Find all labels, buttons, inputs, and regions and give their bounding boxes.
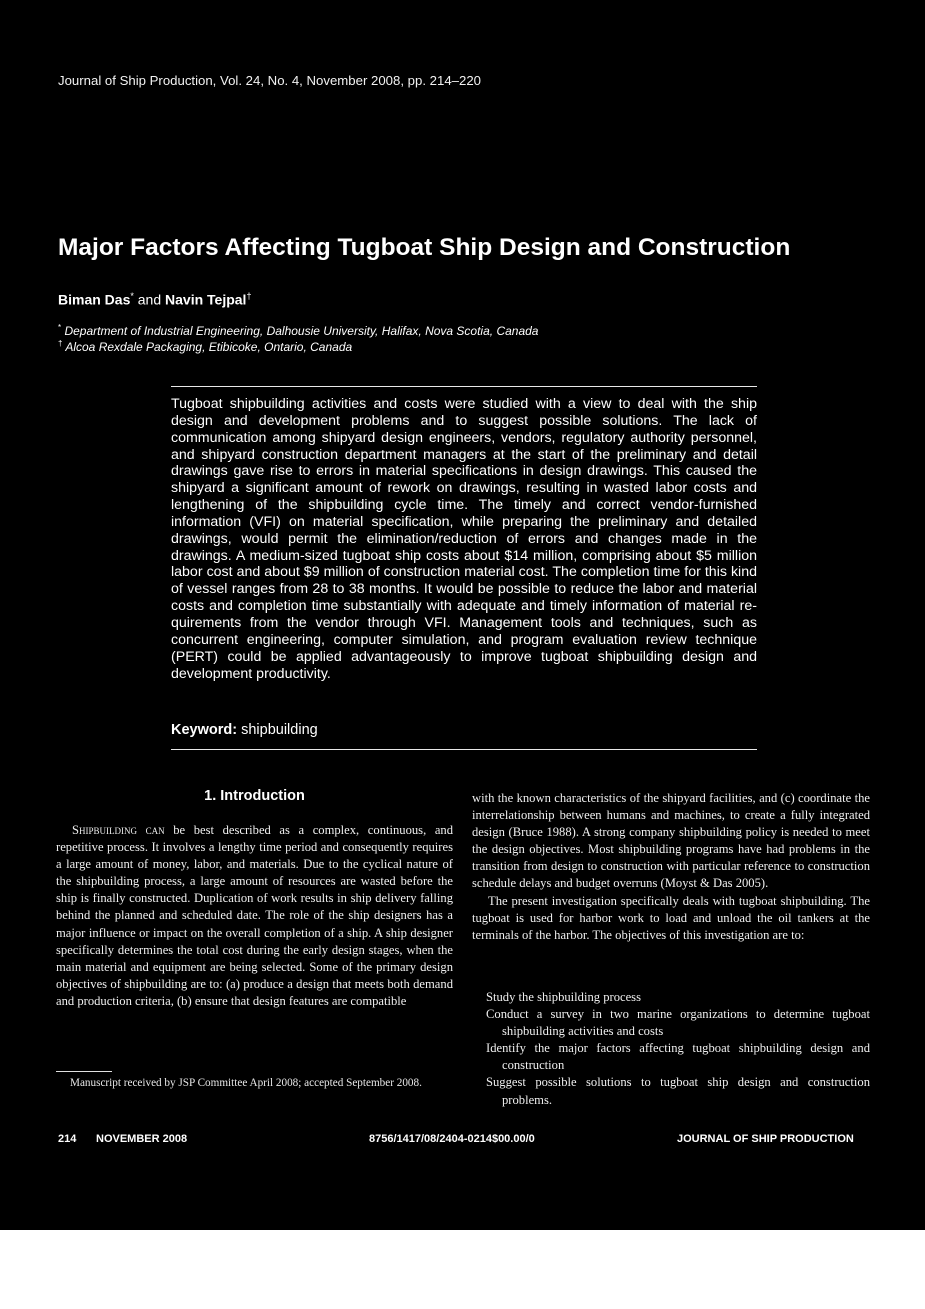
affiliation-text: Alcoa Rexdale Packaging, Etibicoke, Ontario, Canada [62, 340, 353, 354]
footer-date: NOVEMBER 2008 [96, 1133, 188, 1145]
author-line [58, 291, 251, 308]
affiliation-mark: * [58, 323, 62, 332]
list-item: Conduct a survey in two marine organizations to determine tugboat shipbuilding activities and costs [486, 1007, 870, 1039]
list-item: Identify the major factors affecting tugboat shipbuilding design and construction [486, 1041, 870, 1073]
abstract: Tugboat shipbuilding activities and costs were studied with a view to deal with the ship design and development problems and to suggest possible solutions. The lack of communication among shipyard design engineers, vendors, regulatory authority personnel, and shipyard construction department managers at the start of the preliminary and detail drawings gave rise to errors in material specifications in design drawings. This caused the shipyard a significant amount of rework on drawings, resulting in wasted labor costs and lengthening of the shipbuilding cycle time. The timely and correct vendor-furnished information (VFI) on material specification, while preparing the preliminary and detailed drawings, would permit the elimination/​reduction of errors and changes made in the drawings. A medium-sized tugboat ship costs about $14 million, comprising about $5 million labor cost and about $9 million of construction material cost. The completion time for this kind of vessel ranges from 28 to 38 months. It would be possible to reduce the labor and material costs and completion time substantially with adequate and timely information of material requirements from the vendor through VFI. Management tools and techniques, such as concurrent engineering, computer simulation, and program evaluation review technique (PERT) could be applied advantageously to improve tugboat shipbuilding design and development productivity. [171, 396, 757, 682]
author-name: Biman Das [58, 291, 131, 308]
author-mark: * [130, 291, 134, 301]
list-item: Study the shipbuilding process [486, 990, 641, 1004]
keyword-line [171, 722, 318, 738]
paragraph-text: be best described as a complex, continuous, and repetitive process. It involves a lengthy time period and consequently requires a large amount of money, labor, and materials. Due to the cyclical nature of the shipbuilding process, a large amount of resources are wasted before the ship is finally constructed. Duplication of work results in ship delivery falling behind the planned and scheduled date. The role of the ship designers has a major influence or impact on the overall completion of a ship. A ship designer specifically determines the total cost during the early design stages, when the main material and equipment are being selected. Some of the primary design objectives of shipbuilding are to: (a) produce a design that meets both demand and production criteria, (b) ensure that design features are compatible [56, 823, 454, 1008]
list-item: Suggest possible solutions to tugboat ship design and construction problems. [486, 1075, 870, 1107]
abstract-bottom-rule [171, 749, 757, 750]
keyword-label: Keyword: [171, 722, 238, 738]
intro-paragraph [56, 822, 453, 1010]
author-name: Navin Tejpal [165, 291, 247, 308]
intro-paragraph: The present investigation specifically deals with tugboat shipbuilding. The tugboat is used for harbor work to load and unload the oil tankers at the terminals of the harbor. The objectives of this investigation are to: [472, 893, 870, 942]
footnote-rule [56, 1071, 112, 1072]
footer-journal: JOURNAL OF SHIP PRODUCTION [677, 1133, 854, 1145]
section-heading: 1. Introduction [204, 788, 305, 804]
footer-code: 8756/1417/08/2404-0214$00.00/0 [369, 1133, 535, 1145]
abstract-top-rule [171, 386, 757, 387]
author-conjunction: and [133, 291, 166, 308]
lead-in: Shipbuilding can [72, 823, 165, 837]
right-column [472, 790, 870, 944]
affiliation [58, 339, 352, 354]
article-title: Major Factors Affecting Tugboat Ship Design and Construction [58, 234, 791, 261]
keyword-value: shipbuilding [237, 722, 318, 738]
author-mark: † [246, 291, 252, 301]
left-column [56, 822, 453, 1010]
objectives-list [486, 989, 870, 1109]
affiliation [58, 323, 538, 338]
footer-page-number: 214 [58, 1133, 77, 1145]
affiliation-text: Department of Industrial Engineering, Dalhousie University, Halifax, Nova Scotia, Canada [61, 324, 539, 338]
intro-paragraph-continued: with the known characteristics of the shipyard facilities, and (c) coordinate the interrelationship between humans and machines, to create a fully integrated design (Bruce 1988). A strong company shipbuilding policy is needed to meet the design objectives. Most shipbuilding programs have had problems in the transition from design to construction with particular reference to construction schedule delays and budget overruns (Moyst & Das 2005). [472, 791, 870, 891]
footnote: Manuscript received by JSP Committee April 2008; accepted September 2008. [70, 1077, 422, 1089]
journal-citation: Journal of Ship Production, Vol. 24, No. 4, November 2008, pp. 214–220 [58, 73, 482, 88]
affiliation-mark: † [58, 339, 63, 348]
